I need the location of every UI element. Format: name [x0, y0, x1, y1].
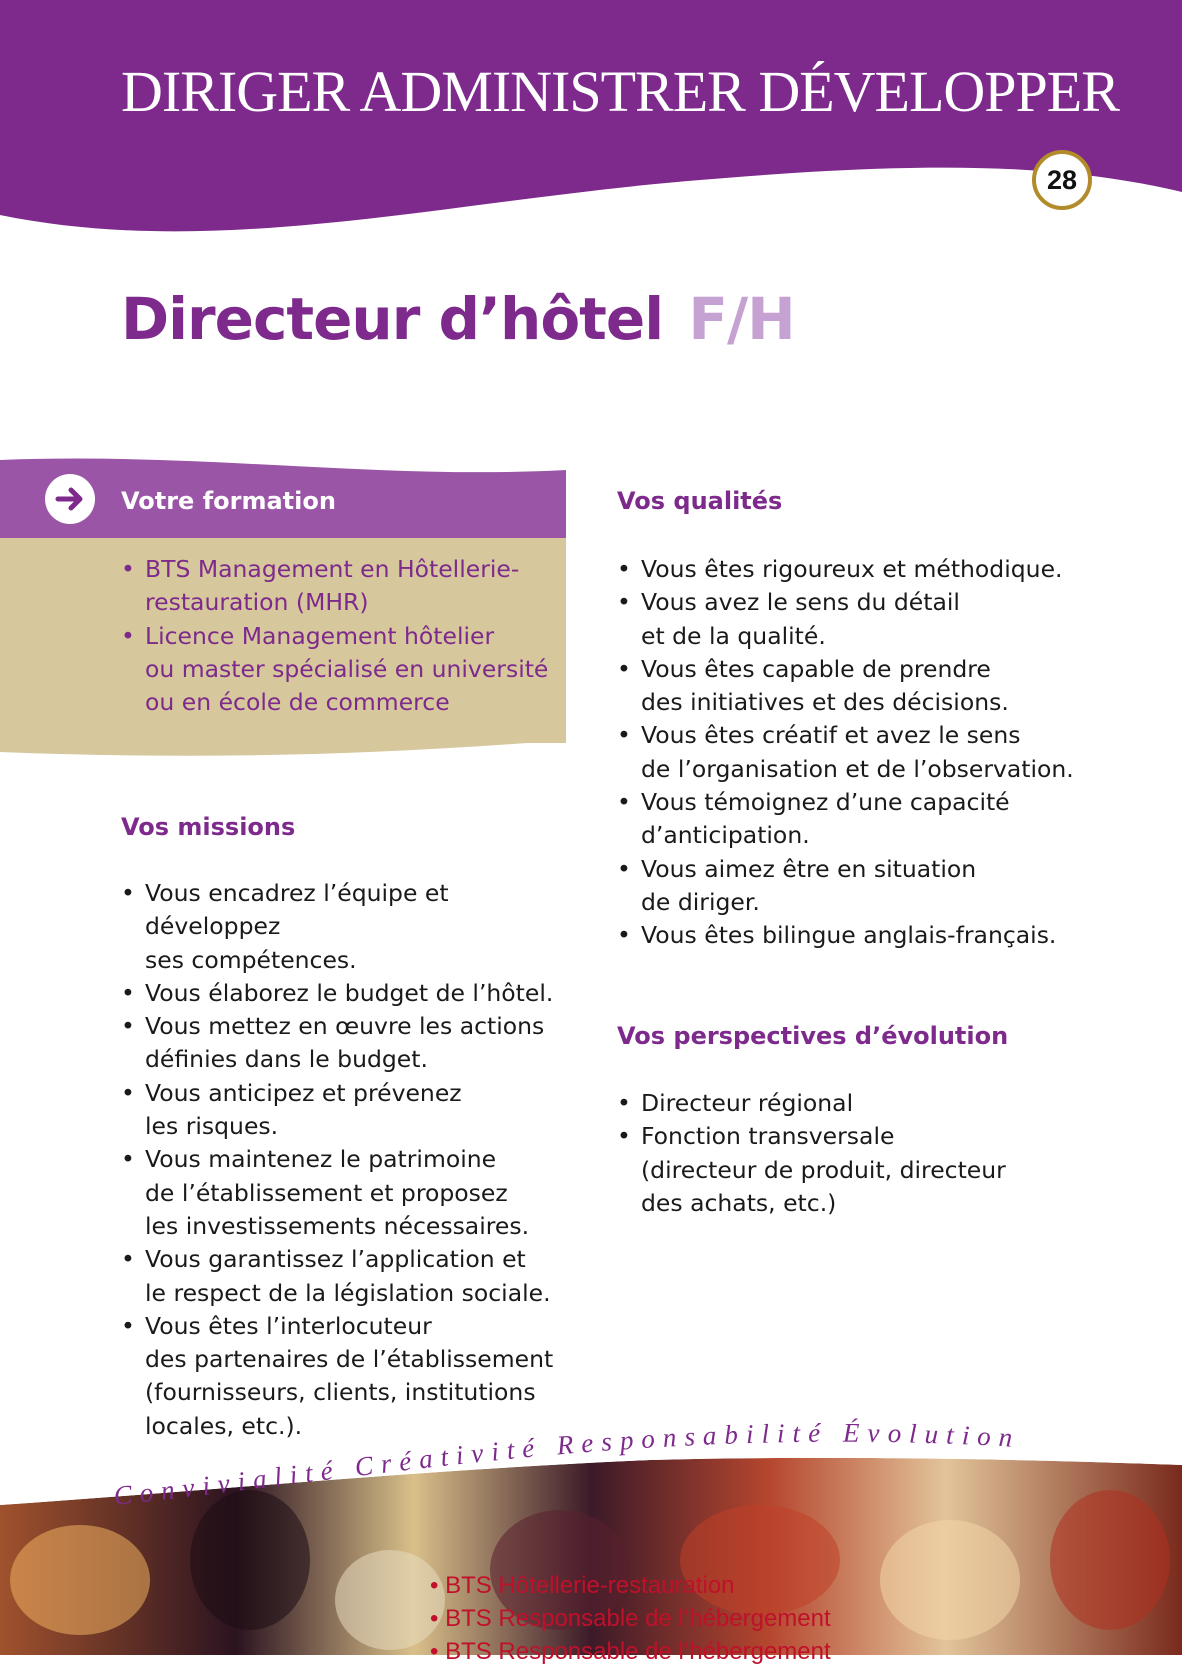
gender-label: F/H	[688, 285, 795, 353]
values-line	[0, 1395, 1182, 1515]
list-item: • Vous êtes rigoureux et méthodique.	[617, 553, 1087, 586]
list-item: • Vous maintenez le patrimoine de l’établissement et proposez les investissements nécessaires.	[121, 1143, 591, 1243]
formation-list	[121, 553, 561, 719]
qualites-heading: Vos qualités	[617, 487, 783, 515]
list-item: • Directeur régional	[617, 1087, 1087, 1120]
list-item: • Vous anticipez et prévenez les risques.	[121, 1077, 591, 1144]
list-item: • BTS Responsable de l’hébergement	[430, 1638, 831, 1665]
page-title	[121, 285, 795, 353]
list-item: • Vous élaborez le budget de l’hôtel.	[121, 977, 591, 1010]
list-item: • BTS Responsable de l’hébergement	[430, 1605, 831, 1632]
list-item: • Vous témoignez d’une capacité d’anticipation.	[617, 786, 1087, 853]
list-item: • Vous aimez être en situation de diriger.	[617, 853, 1087, 920]
list-item: • Vous êtes créatif et avez le sens de l’organisation et de l’observation.	[617, 719, 1087, 786]
list-item: • Vous garantissez l’application et le respect de la législation sociale.	[121, 1243, 591, 1310]
formation-heading: Votre formation	[121, 487, 336, 515]
values-text: Convivialité Créativité Responsabilité Évolution	[112, 1417, 1022, 1511]
evolution-list	[617, 1087, 1087, 1220]
missions-heading: Vos missions	[121, 813, 296, 841]
list-item: • Vous êtes capable de prendre des initiatives et des décisions.	[617, 653, 1087, 720]
list-item: • Vous êtes l’interlocuteur des partenaires de l’établissement (fournisseurs, clients, institutions locales, etc.).	[121, 1310, 591, 1443]
photo-overlay-list	[430, 1569, 831, 1668]
qualites-list	[617, 553, 1087, 953]
list-item: • BTS Hôtellerie-restauration	[430, 1572, 735, 1599]
list-item: • Vous êtes bilingue anglais-français.	[617, 919, 1087, 952]
list-item: • Vous encadrez l’équipe et développez ses compétences.	[121, 877, 591, 977]
job-title: Directeur d’hôtel	[121, 285, 664, 353]
section-label: DIRIGER ADMINISTRER DÉVELOPPER	[121, 59, 1119, 124]
evolution-heading: Vos perspectives d’évolution	[617, 1022, 1009, 1050]
list-item: • Licence Management hôtelier ou master spécialisé en université ou en école de commerce	[121, 620, 561, 720]
list-item: • Vous avez le sens du détail et de la qualité.	[617, 586, 1087, 653]
missions-list	[121, 877, 591, 1443]
arrow-right-icon	[45, 474, 95, 524]
svg-text:Convivialité Créativité Respon	[112, 1418, 1021, 1511]
list-item: • Vous mettez en œuvre les actions définies dans le budget.	[121, 1010, 591, 1077]
list-item: • BTS Management en Hôtellerie- restauration (MHR)	[121, 553, 561, 620]
list-item: • Fonction transversale (directeur de produit, directeur des achats, etc.)	[617, 1120, 1087, 1220]
page-number-badge: 28	[1032, 150, 1092, 210]
